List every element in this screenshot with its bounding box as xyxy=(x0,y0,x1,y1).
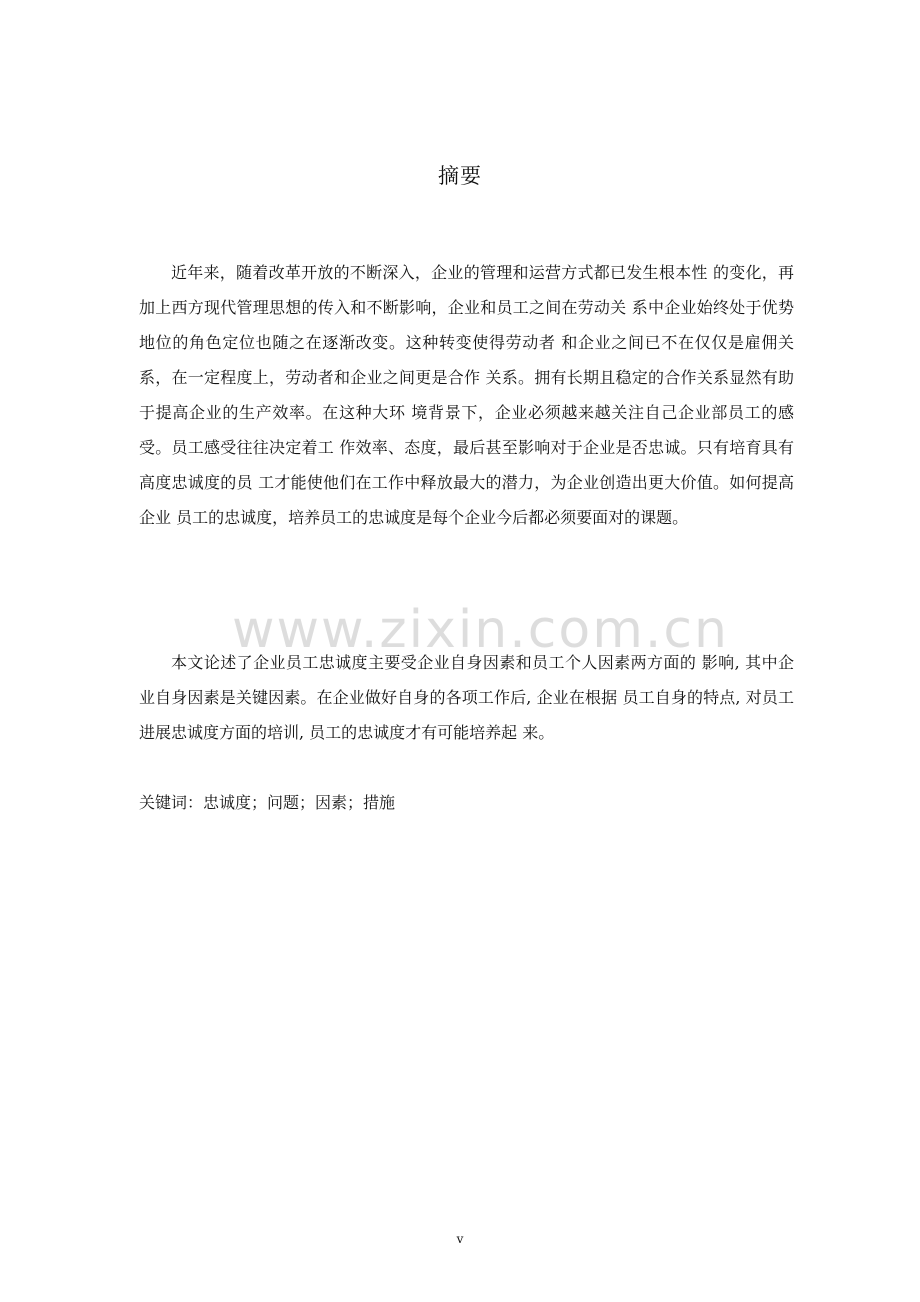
paragraph-text: 本文论述了企业员工忠诚度主要受企业自身因素和员工个人因素两方面的 影响, 其中企业自身因素是关键因素。在企业做好自身的各项工作后, 企业在根据 员工自身的特点, 对员工进展忠诚度方面的培训, 员工的忠诚度才有可能培养起 来。 xyxy=(139,653,794,742)
paragraph-text: 近年来，随着改革开放的不断深入，企业的管理和运营方式都已发生根本性 的变化，再加上西方现代管理思想的传入和不断影响，企业和员工之间在劳动关 系中企业始终处于优势地位的角色定位也随之在逐渐改变。这种转变使得劳动者 和企业之间已不在仅仅是雇佣关系，在一定程度上，劳动者和企业之间更是合作 关系。拥有长期且稳定的合作关系显然有助于提高企业的生产效率。在这种大环 境背景下，企业必须越来越关注自己企业部员工的感受。员工感受往往决定着工 作效率、态度，最后甚至影响对于企业是否忠诚。只有培育具有高度忠诚度的员 工才能使他们在工作中释放最大的潜力，为企业创造出更大价值。如何提高企业 员工的忠诚度，培养员工的忠诚度是每个企业今后都必须要面对的课题。 xyxy=(139,263,794,527)
watermark-text: www.zixin.com.cn xyxy=(232,600,729,660)
page-number: v xyxy=(456,1232,464,1246)
abstract-paragraph-2 xyxy=(139,645,794,750)
keywords-line: 关键词：忠诚度；问题；因素；措施 xyxy=(139,793,396,812)
abstract-paragraph-1 xyxy=(139,255,794,535)
page-title: 摘要 xyxy=(438,164,482,188)
